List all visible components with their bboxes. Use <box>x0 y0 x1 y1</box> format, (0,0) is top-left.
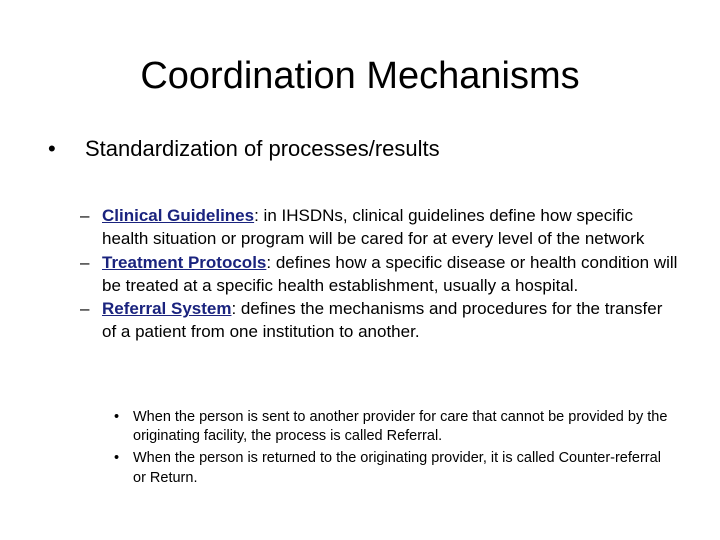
dash-icon: – <box>80 252 90 272</box>
term-clinical-guidelines: Clinical Guidelines <box>102 206 255 225</box>
main-point-text: Standardization of processes/results <box>85 136 440 161</box>
bullet-icon: • <box>114 450 120 467</box>
detail-points-list <box>114 408 674 491</box>
detail-point-text: When the person is returned to the originating provider, it is called Counter-referral or Return. <box>133 450 661 486</box>
term-referral-system: Referral System <box>102 299 232 319</box>
sub-point-referral-system <box>80 297 680 344</box>
sub-point-clinical-guidelines <box>80 204 680 251</box>
sub-points-list <box>80 204 680 344</box>
dash-icon: – <box>80 299 90 319</box>
sub-point-text: : defines the mechanisms and procedures for the transfer of a patient from one institution to another. <box>102 299 663 342</box>
slide-title: Coordination Mechanisms <box>140 55 580 97</box>
detail-point-counter-referral <box>114 449 674 488</box>
bullet-icon: • <box>114 409 120 425</box>
sub-point-text: : defines how a specific disease or health condition will be treated at a specific health establishment, usually a hospital. <box>102 252 678 295</box>
bullet-icon: • <box>48 136 56 161</box>
sub-point-text: : in IHSDNs, clinical guidelines define how specific health situation or program will be cared for at every level of the network <box>102 206 645 249</box>
sub-point-treatment-protocols <box>80 251 680 298</box>
detail-point-referral <box>114 408 674 447</box>
term-treatment-protocols: Treatment Protocols <box>102 252 267 272</box>
detail-point-text: When the person is sent to another provider for care that cannot be provided by the originating facility, the process is called Referral. <box>133 409 668 445</box>
dash-icon: – <box>80 206 90 225</box>
